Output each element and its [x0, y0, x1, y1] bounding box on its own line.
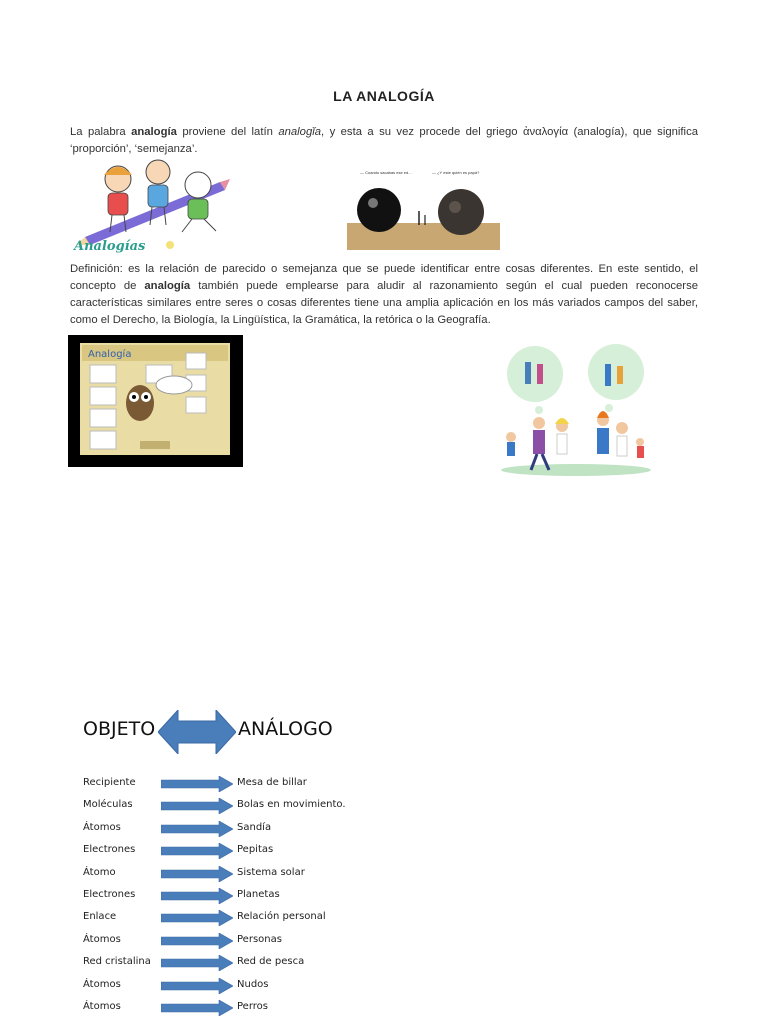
double-arrow-icon [158, 710, 236, 759]
spheres-caption-right: — ¿Y este quién es papá? [432, 170, 480, 175]
intro-italic-latin: analogĭa [278, 126, 322, 138]
right-arrow-icon [161, 910, 233, 931]
row-analog: Bolas en movimiento. [237, 799, 346, 811]
row-analog: Relación personal [237, 911, 326, 923]
row-object: Átomos [83, 821, 121, 833]
row-analog: Pepitas [237, 844, 274, 856]
right-arrow-icon [161, 866, 233, 887]
right-arrow-icon [161, 776, 233, 797]
row-analog: Nudos [237, 978, 269, 990]
definition-text-2: también puede emplearse para aludir al razonamiento según el cual pueden reconocerse características similares entre seres o cosas diferentes tiene una amplia aplicación en los más variados campos del saber, como el Derecho, la Biología, la Lingüística, la Gramática, la retórica o la Geografía. [70, 280, 698, 326]
row-object: Moléculas [83, 799, 133, 811]
definition-bold-analogia: analogía [144, 280, 191, 292]
row-analog: Mesa de billar [237, 777, 307, 788]
row-object: Recipiente [83, 777, 136, 788]
intro-text-1: La palabra [70, 126, 132, 138]
right-arrow-icon [161, 798, 233, 819]
row-object: Átomos [83, 978, 121, 990]
right-arrow-icon [161, 978, 233, 999]
page-title: LA ANALOGÍA [333, 88, 435, 104]
right-arrow-icon [161, 821, 233, 842]
row-analog: Personas [237, 933, 282, 945]
diagram-header-analog: ANÁLOGO [238, 718, 333, 740]
diagram-header-object: OBJETO [83, 718, 156, 740]
row-object: Enlace [83, 911, 117, 923]
row-analog: Perros [237, 1001, 268, 1012]
row-analog: Red de pesca [237, 956, 305, 968]
intro-text-2: proviene del latín [176, 126, 279, 138]
row-object: Átomos [83, 933, 121, 945]
right-arrow-icon [161, 955, 233, 976]
spheres-caption-left: — Cuando sacabas ese ed... [360, 170, 412, 175]
definition-paragraph [70, 261, 698, 329]
kids-caption: Analogías [74, 239, 146, 254]
family-thought-illustration [497, 342, 655, 477]
row-object: Átomos [83, 1001, 121, 1012]
intro-bold-analogia: analogía [131, 126, 177, 138]
row-analog: Sistema solar [237, 866, 305, 878]
spheres-comic-image [347, 165, 500, 250]
intro-text-3: , y esta a su vez procede del griego ἀναλογία (analogía), que significa ‘proporción’, ‘semejanza’. [70, 126, 698, 155]
row-analog: Planetas [237, 889, 280, 900]
row-object: Electrones [83, 844, 136, 856]
definition-text-1: Definición: es la relación de parecido o semejanza que se puede identificar entre cosas diferentes. En este sentido, el concepto de [70, 263, 698, 292]
row-analog: Sandía [237, 821, 272, 833]
right-arrow-icon [161, 933, 233, 954]
lesson-header: Analogía [88, 349, 132, 360]
row-object: Electrones [83, 889, 136, 900]
row-object: Átomo [83, 866, 116, 878]
right-arrow-icon [161, 1000, 233, 1021]
analogy-lesson-screen [68, 335, 243, 467]
row-object: Red cristalina [83, 956, 151, 968]
intro-paragraph [70, 124, 698, 158]
right-arrow-icon [161, 888, 233, 909]
right-arrow-icon [161, 843, 233, 864]
